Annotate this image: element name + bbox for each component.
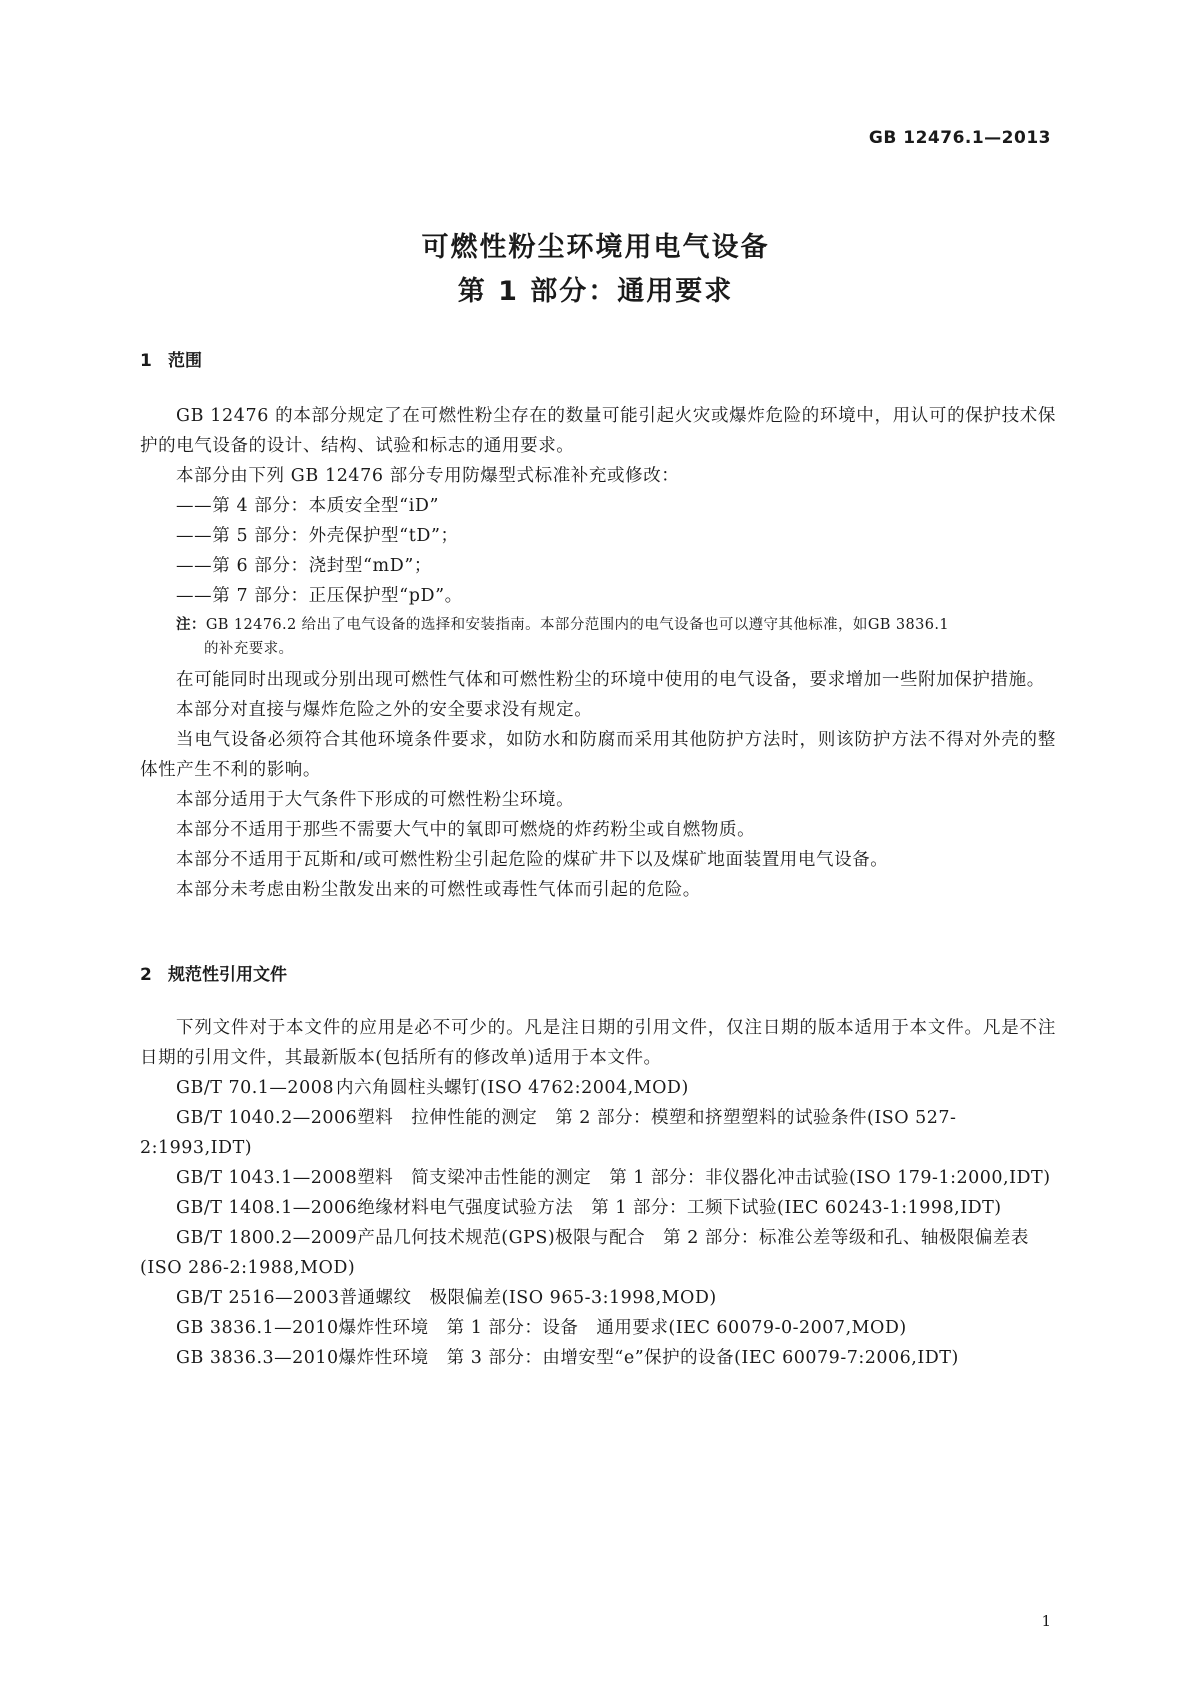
reference-code: GB/T 70.1—2008	[176, 1078, 334, 1098]
reference-item	[140, 1343, 1056, 1373]
paragraph: 本部分不适用于瓦斯和/或可燃性粉尘引起危险的煤矿井下以及煤矿地面装置用电气设备。	[176, 850, 889, 870]
paragraph: 在可能同时出现或分别出现可燃性气体和可燃性粉尘的环境中使用的电气设备，要求增加一些附加保护措施。	[176, 670, 1045, 690]
document-title	[0, 226, 1191, 314]
reference-title: 内六角圆柱头螺钉(ISO 4762:2004,MOD)	[336, 1078, 689, 1098]
paragraph: GB 12476 的本部分规定了在可燃性粉尘存在的数量可能引起火灾或爆炸危险的环境中，用认可的保护技术保护的电气设备的设计、结构、试验和标志的通用要求。	[140, 406, 1056, 456]
list-item: ——第 4 部分：本质安全型“iD”	[176, 496, 440, 516]
list-item: ——第 6 部分：浇封型“mD”；	[176, 556, 432, 576]
reference-code: GB/T 2516—2003	[176, 1288, 340, 1308]
reference-title: 普通螺纹 极限偏差(ISO 965-3:1998,MOD)	[339, 1288, 717, 1308]
title-line-2: 第 1 部分：通用要求	[457, 276, 734, 307]
note-label: 注：	[176, 617, 206, 633]
reference-title: 爆炸性环境 第 1 部分：设备 通用要求(IEC 60079-0-2007,MOD)	[338, 1318, 907, 1338]
section-2-title: 规范性引用文件	[168, 965, 287, 985]
reference-code: GB/T 1408.1—2006	[176, 1198, 358, 1218]
list-item: ——第 5 部分：外壳保护型“tD”；	[176, 526, 459, 546]
paragraph: 本部分适用于大气条件下形成的可燃性粉尘环境。	[176, 790, 575, 810]
reference-item	[140, 1193, 1056, 1223]
reference-title: 爆炸性环境 第 3 部分：由增安型“e”保护的设备(IEC 60079-7:2006,IDT)	[338, 1348, 959, 1368]
reference-item	[140, 1163, 1056, 1193]
paragraph: 本部分不适用于那些不需要大气中的氧即可燃烧的炸药粉尘或自燃物质。	[176, 820, 756, 840]
standard-code: GB 12476.1—2013	[868, 128, 1051, 148]
reference-title: 绝缘材料电气强度试验方法 第 1 部分：工频下试验(IEC 60243-1:1998,IDT)	[357, 1198, 1002, 1218]
reference-title: 塑料 拉伸性能的测定 第 2 部分：模塑和挤塑塑料的试验条件(ISO 527-2:1993,IDT)	[140, 1108, 957, 1158]
reference-item	[140, 1223, 1056, 1283]
section-2-body	[140, 1013, 1056, 1373]
reference-item	[140, 1103, 1056, 1163]
paragraph: 本部分对直接与爆炸危险之外的安全要求没有规定。	[176, 700, 593, 720]
section-1-number: 1	[140, 351, 152, 371]
section-1-title: 范围	[168, 351, 202, 371]
reference-item	[140, 1313, 1056, 1343]
reference-item	[140, 1283, 1056, 1313]
section-1-body	[140, 401, 1056, 905]
reference-code: GB 3836.1—2010	[176, 1318, 339, 1338]
page-number: 1	[1041, 1612, 1051, 1630]
section-1-heading	[140, 346, 202, 371]
paragraph: 本部分由下列 GB 12476 部分专用防爆型式标准补充或修改：	[176, 466, 680, 486]
paragraph: 当电气设备必须符合其他环境条件要求，如防水和防腐而采用其他防护方法时，则该防护方法不得对外壳的整体性产生不利的影响。	[140, 730, 1056, 780]
section-2-heading	[140, 960, 287, 985]
reference-list	[140, 1073, 1056, 1373]
reference-code: GB 3836.3—2010	[176, 1348, 339, 1368]
note-continuation: 的补充要求。	[204, 641, 294, 657]
reference-code: GB/T 1040.2—2006	[176, 1108, 358, 1128]
note-text: GB 12476.2 给出了电气设备的选择和安装指南。本部分范围内的电气设备也可以遵守其他标准，如GB 3836.1	[205, 617, 950, 633]
reference-title: 产品几何技术规范(GPS)极限与配合 第 2 部分：标准公差等级和孔、轴极限偏差表(ISO 286-2:1988,MOD)	[140, 1228, 1029, 1278]
section-2-number: 2	[140, 965, 152, 985]
reference-code: GB/T 1800.2—2009	[176, 1228, 358, 1248]
list-item: ——第 7 部分：正压保护型“pD”。	[176, 586, 463, 606]
note	[140, 613, 1056, 661]
title-line-1: 可燃性粉尘环境用电气设备	[421, 232, 770, 263]
paragraph: 本部分未考虑由粉尘散发出来的可燃性或毒性气体而引起的危险。	[176, 880, 701, 900]
reference-item	[140, 1073, 1056, 1103]
paragraph: 下列文件对于本文件的应用是必不可少的。凡是注日期的引用文件，仅注日期的版本适用于本文件。凡是不注日期的引用文件，其最新版本(包括所有的修改单)适用于本文件。	[140, 1018, 1056, 1068]
reference-code: GB/T 1043.1—2008	[176, 1168, 358, 1188]
reference-title: 塑料 简支梁冲击性能的测定 第 1 部分：非仪器化冲击试验(ISO 179-1:2000,IDT)	[357, 1168, 1051, 1188]
